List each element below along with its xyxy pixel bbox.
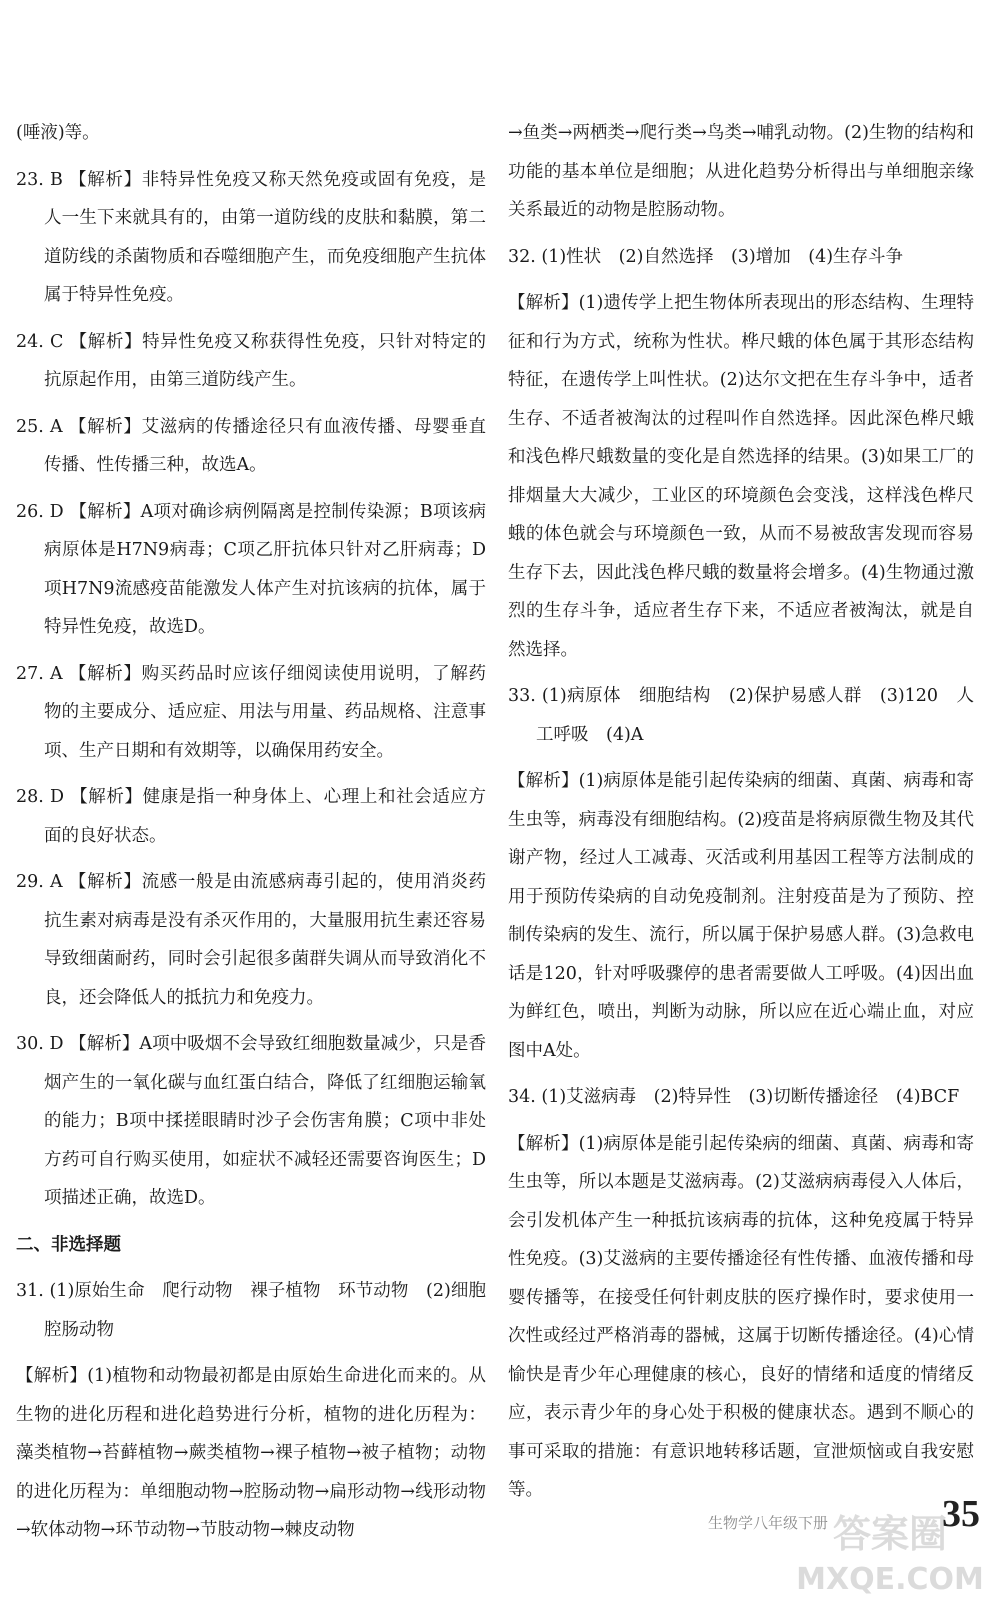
answer-item-25: 25. A 【解析】艾滋病的传播途径只有血液传播、母婴垂直传播、性传播三种，故选A。 xyxy=(16,416,486,475)
answer-item-27: 27. A 【解析】购买药品时应该仔细阅读使用说明，了解药物的主要成分、适应症、用法与用量、药品规格、注意事项、生产日期和有效期等，以确保用药安全。 xyxy=(16,663,486,761)
answer-item-29: 29. A 【解析】流感一般是由流感病毒引起的，使用消炎药抗生素对病毒是没有杀灭作用的，大量服用抗生素还容易导致细菌耐药，同时会引起很多菌群失调从而导致消化不良，还会降低人的抵抗力和免疫力。 xyxy=(16,872,486,1008)
footer-subject: 生物学八年级下册 xyxy=(708,1514,829,1532)
answer-item-30: 30. D 【解析】A项中吸烟不会导致红细胞数量减少，只是香烟产生的一氧化碳与血红蛋白结合，降低了红细胞运输氧的能力；B项中揉搓眼睛时沙子会伤害角膜；C项中非处方药可自行购买使用，如症状不减轻还需要咨询医生；D项描述正确，故选D。 xyxy=(16,1034,486,1208)
answer-item-33: 33. (1)病原体 细胞结构 (2)保护易感人群 (3)120 人工呼吸 (4)A xyxy=(508,686,974,745)
analysis-34: 【解析】(1)病原体是能引起传染病的细菌、真菌、病毒和寄生虫等，所以本题是艾滋病毒。(2)艾滋病病毒侵入人体后，会引发机体产生一种抵抗该病毒的抗体，这种免疫属于特异性免疫。(3)艾滋病的主要传播途径有性传播、血液传播和母婴传播等，在接受任何针刺皮肤的医疗操作时，要求使用一次性或经过严格消毒的器械，这属于切断传播途径。(4)心情愉快是青少年心理健康的核心，良好的情绪和适度的情绪反应，表示青少年的身心处于积极的健康状态。遇到不顺心的事可采取的措施：有意识地转移话题，宣泄烦恼或自我安慰等。 xyxy=(508,1133,974,1500)
answer-item-32: 32. (1)性状 (2)自然选择 (3)增加 (4)生存斗争 xyxy=(508,246,904,267)
answer-item-23: 23. B 【解析】非特异性免疫又称天然免疫或固有免疫，是人一生下来就具有的，由第一道防线的皮肤和黏膜，第二道防线的杀菌物质和吞噬细胞产生，而免疫细胞产生抗体属于特异性免疫。 xyxy=(16,169,486,305)
analysis-32: 【解析】(1)遗传学上把生物体所表现出的形态结构、生理特征和行为方式，统称为性状。桦尺蛾的体色属于其形态结构特征，在遗传学上叫性状。(2)达尔文把在生存斗争中，适者生存、不适者被淘汰的过程叫作自然选择。因此深色桦尺蛾和浅色桦尺蛾数量的变化是自然选择的结果。(3)如果工厂的排烟量大大减少，工业区的环境颜色会变浅，这样浅色桦尺蛾的体色就会与环境颜色一致，从而不易被敌害发现而容易生存下去，因此浅色桦尺蛾的数量将会增多。(4)生物通过激烈的生存斗争，适应者生存下来，不适应者被淘汰，就是自然选择。 xyxy=(508,293,974,660)
left-column xyxy=(16,114,504,1558)
answer-item-28: 28. D 【解析】健康是指一种身体上、心理上和社会适应方面的良好状态。 xyxy=(16,787,486,846)
analysis-31: 【解析】(1)植物和动物最初都是由原始生命进化而来的。从生物的进化历程和进化趋势进行分析，植物的进化历程为：藻类植物→苔藓植物→蕨类植物→裸子植物→被子植物；动物的进化历程为：单细胞动物→腔肠动物→扁形动物→线形动物→软体动物→环节动物→节肢动物→棘皮动物 xyxy=(16,1366,486,1540)
section-heading: 二、非选择题 xyxy=(16,1234,121,1255)
right-column xyxy=(508,114,974,1518)
page-number: 35 xyxy=(942,1493,980,1535)
answer-item-24: 24. C 【解析】特异性免疫又称获得性免疫，只针对特定的抗原起作用，由第三道防线产生。 xyxy=(16,331,486,390)
answer-paragraph: (唾液)等。 xyxy=(16,123,100,143)
watermark-text-top: 答案圈 xyxy=(832,1512,948,1556)
watermark-text-bottom: MXQE.COM xyxy=(796,1562,984,1597)
watermark-logo xyxy=(790,1505,990,1597)
answer-item-31: 31. (1)原始生命 爬行动物 裸子植物 环节动物 (2)细胞 腔肠动物 xyxy=(16,1281,504,1340)
analysis-33: 【解析】(1)病原体是能引起传染病的细菌、真菌、病毒和寄生虫等，病毒没有细胞结构。(2)疫苗是将病原微生物及其代谢产物，经过人工减毒、灭活或利用基因工程等方法制成的用于预防传染病的自动免疫制剂。注射疫苗是为了预防、控制传染病的发生、流行，所以属于保护易感人群。(3)急救电话是120，针对呼吸骤停的患者需要做人工呼吸。(4)因出血为鲜红色，喷出，判断为动脉，所以应在近心端止血，对应图中A处。 xyxy=(508,771,974,1061)
answer-item-26: 26. D 【解析】A项对确诊病例隔离是控制传染源；B项该病病原体是H7N9病毒；C项乙肝抗体只针对乙肝病毒；D项H7N9流感疫苗能激发人体产生对抗该病的抗体，属于特异性免疫，故选D。 xyxy=(16,501,486,637)
answer-item-34: 34. (1)艾滋病毒 (2)特异性 (3)切断传播途径 (4)BCF xyxy=(508,1087,960,1107)
analysis-31-continued: →鱼类→两栖类→爬行类→鸟类→哺乳动物。(2)生物的结构和功能的基本单位是细胞；从进化趋势分析得出与单细胞亲缘关系最近的动物是腔肠动物。 xyxy=(508,123,974,220)
